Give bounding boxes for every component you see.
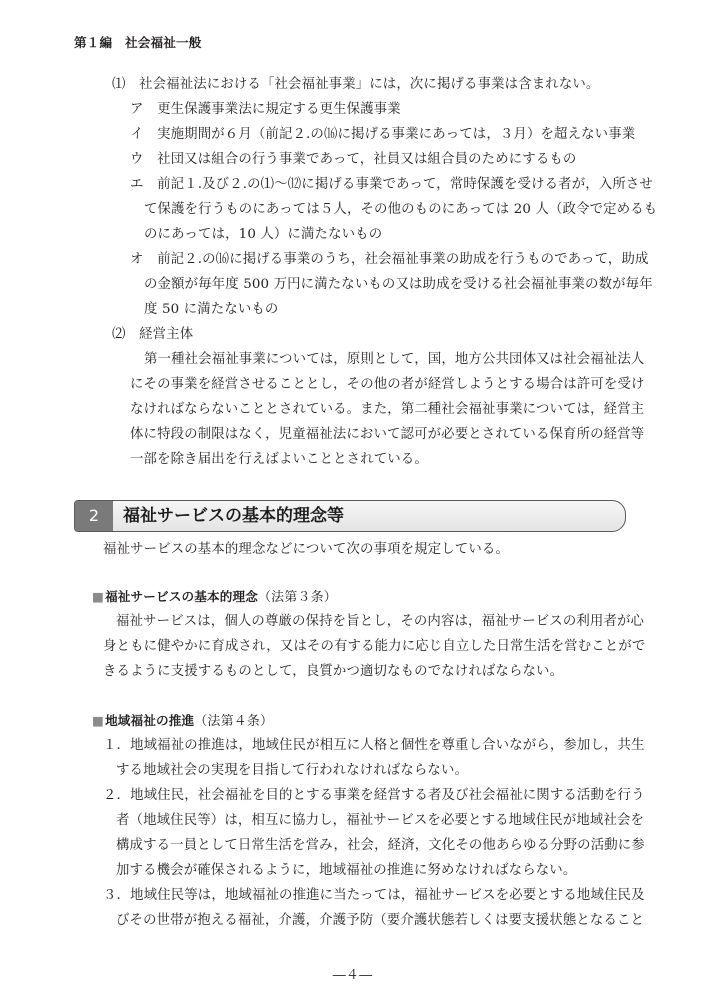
exclusion-e-line1: エ 前記１.及び２.の⑴～⑿に掲げる事業であって，常時保護を受ける者が，入所させ xyxy=(130,177,653,192)
section-heading-band xyxy=(74,500,626,532)
exclusion-e-line3: のにあっては，10 人）に満たないもの xyxy=(144,227,383,242)
regional-item2-line2: 者（地域住民等）は，相互に協力し，福祉サービスを必要とする地域住民が地域社会を xyxy=(116,813,645,828)
exclusion-a: ア 更生保護事業法に規定する更生保護事業 xyxy=(130,102,401,117)
regional-item3-line2: びその世帯が抱える福祉，介護，介護予防（要介護状態若しくは要支援状態となること xyxy=(116,913,645,928)
basic-principle-line3: きるように支援するものとして，良質かつ適切なものでなければならない。 xyxy=(103,664,564,679)
item2-body-line3: なければならないこととされている。また，第二種社会福祉事業については，経営主 xyxy=(130,402,645,417)
subheading-title: 地域福祉の推進 xyxy=(105,713,195,728)
regional-item2-line4: 加する機会が確保されるように，地域福祉の推進に努めなければならない。 xyxy=(116,863,577,878)
law-reference: （法第４条） xyxy=(194,714,274,729)
subheading-regional-welfare xyxy=(92,712,273,731)
exclusion-e-line2: て保護を行うものにあっては５人，その他のものにあっては 20 人（政令で定めるも xyxy=(144,202,658,217)
square-bullet-icon: ■ xyxy=(92,589,105,604)
square-bullet-icon: ■ xyxy=(92,713,105,728)
running-header: 第１編 社会福祉一般 xyxy=(74,35,202,50)
section-intro: 福祉サービスの基本的理念などについて次の事項を規定している。 xyxy=(103,542,509,557)
regional-item2-line3: 構成する一員として日常生活を営み，社会，経済，文化その他あらゆる分野の活動に参 xyxy=(116,838,645,853)
item1-heading: ⑴ 社会福祉法における「社会福祉事業」には，次に掲げる事業は含まれない。 xyxy=(112,77,600,92)
section-number: 2 xyxy=(75,501,113,531)
section-title: 福祉サービスの基本的理念等 xyxy=(123,506,344,526)
exclusion-o-line1: オ 前記２.の⒃に掲げる事業のうち，社会福祉事業の助成を行うものであって，助成 xyxy=(130,252,649,267)
item2-body-line2: にその事業を経営させることとし，その他の者が経営しようとする場合は許可を受け xyxy=(130,377,645,392)
exclusion-o-line2: の金額が毎年度 500 万円に満たないもの又は助成を受ける社会福祉事業の数が毎年 xyxy=(144,277,653,292)
page-number: ―４― xyxy=(332,968,373,983)
exclusion-i: イ 実施期間が６月（前記２.の⒃に掲げる事業にあっては，３月）を超えない事業 xyxy=(130,127,636,142)
item2-body-line1: 第一種社会福祉事業については，原則として，国，地方公共団体又は社会福祉法人 xyxy=(144,352,645,367)
regional-item1-line2: する地域社会の実現を目指して行われなければならない。 xyxy=(116,763,469,778)
law-reference: （法第３条） xyxy=(258,590,337,605)
item2-heading: ⑵ 経営主体 xyxy=(112,327,194,342)
subheading-title: 福祉サービスの基本的理念 xyxy=(105,589,258,604)
regional-item1-line1: １．地域福祉の推進は，地域住民が相互に人格と個性を尊重し合いながら，参加し，共生 xyxy=(103,738,645,753)
exclusion-u: ウ 社団又は組合の行う事業であって，社員又は組合員のためにするもの xyxy=(130,152,577,167)
regional-item2-line1: ２．地域住民，社会福祉を目的とする事業を経営する者及び社会福祉に関する活動を行う xyxy=(103,788,645,803)
item2-body-line5: 一部を除き届出を行えばよいこととされている。 xyxy=(130,452,428,467)
regional-item3-line1: ３．地域住民等は，地域福祉の推進に当たっては，福祉サービスを必要とする地域住民及 xyxy=(103,888,645,903)
item2-body-line4: 体に特段の制限はなく，児童福祉法において認可が必要とされている保育所の経営等 xyxy=(130,427,645,442)
subheading-basic-principle xyxy=(92,588,337,607)
basic-principle-line1: 福祉サービスは，個人の尊厳の保持を旨とし，その内容は，福祉サービスの利用者が心 xyxy=(116,614,645,629)
basic-principle-line2: 身ともに健やかに育成され，又はその有する能力に応じ自立した日常生活を営むことがで xyxy=(103,639,646,654)
exclusion-o-line3: 度 50 に満たないもの xyxy=(144,302,279,317)
